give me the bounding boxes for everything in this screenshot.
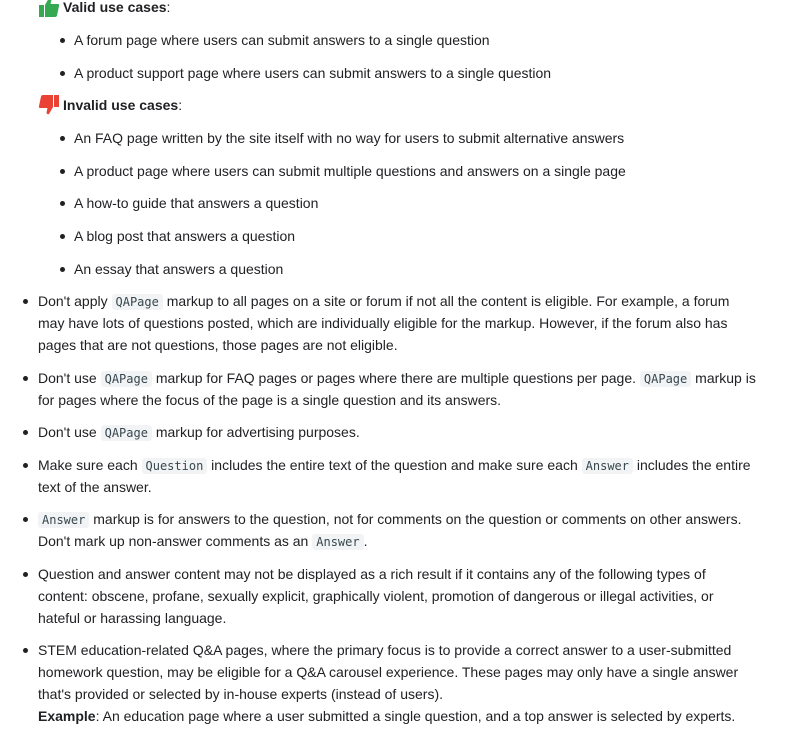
- text: markup for advertising purposes.: [151, 424, 360, 440]
- invalid-use-cases-heading: [38, 94, 182, 116]
- text: Make sure each: [38, 457, 142, 473]
- text: content: obscene, profane, sexually explicit, graphically violent, promotion of dangerous or illegal activities, or: [38, 588, 714, 604]
- example-label: Example: [38, 708, 96, 724]
- valid-use-cases-label: Valid use cases: [63, 0, 167, 15]
- list-item: An essay that answers a question: [74, 258, 784, 280]
- guideline-item: [38, 563, 786, 629]
- guideline-item: [38, 639, 786, 727]
- thumbs-down-icon: [38, 94, 60, 116]
- text: Don't use: [38, 370, 101, 386]
- text: text of the answer.: [38, 479, 152, 495]
- text: Don't use: [38, 424, 101, 440]
- code-qapage: QAPage: [101, 371, 152, 387]
- valid-colon: :: [166, 0, 171, 15]
- list-item: A forum page where users can submit answers to a single question: [74, 29, 784, 51]
- text: markup is for answers to the question, not for comments on the question or comments on other answers.: [89, 511, 742, 527]
- text: markup to all pages on a site or forum if not all the content is eligible. For example, a forum: [162, 293, 730, 309]
- guideline-item: [38, 367, 786, 411]
- text: that's provided or selected by in-house experts (instead of users).: [38, 686, 443, 702]
- text: hateful or harassing language.: [38, 610, 227, 626]
- text: .: [363, 533, 368, 549]
- list-item: A how-to guide that answers a question: [74, 192, 784, 214]
- example-text: : An education page where a user submitted a single question, and a top answer is selected by experts.: [95, 708, 736, 724]
- thumbs-up-icon: [38, 0, 60, 18]
- list-item: A product support page where users can submit answers to a single question: [74, 62, 784, 84]
- text: Don't mark up non-answer comments as an: [38, 533, 313, 549]
- code-answer: Answer: [38, 512, 89, 528]
- list-item: A product page where users can submit multiple questions and answers on a single page: [74, 160, 784, 182]
- list-item: An FAQ page written by the site itself with no way for users to submit alternative answers: [74, 127, 784, 149]
- invalid-colon: :: [178, 97, 183, 113]
- invalid-use-cases-label: Invalid use cases: [63, 97, 179, 113]
- valid-use-cases-heading: [38, 0, 170, 18]
- text: includes the entire text of the question and make sure each: [207, 457, 582, 473]
- text: pages that are not questions, those pages are not eligible.: [38, 337, 398, 353]
- guideline-item: [38, 454, 786, 498]
- text: for pages where the focus of the page is a single question and its answers.: [38, 392, 502, 408]
- code-question: Question: [142, 458, 208, 474]
- text: markup is: [691, 370, 756, 386]
- text: includes the entire: [633, 457, 751, 473]
- text: STEM education-related Q&A pages, where the primary focus is to provide a correct answer to a user-submitted: [38, 642, 732, 658]
- text: Don't apply: [38, 293, 112, 309]
- text: markup for FAQ pages or pages where there are multiple questions per page.: [151, 370, 640, 386]
- code-answer: Answer: [312, 534, 363, 550]
- guideline-item: [38, 508, 786, 552]
- guideline-item: [38, 290, 786, 356]
- code-qapage: QAPage: [112, 294, 163, 310]
- code-qapage: QAPage: [101, 425, 152, 441]
- guideline-item: [38, 421, 786, 443]
- text: Question and answer content may not be displayed as a rich result if it contains any of the following types of: [38, 566, 706, 582]
- code-answer: Answer: [582, 458, 633, 474]
- list-item: A blog post that answers a question: [74, 225, 784, 247]
- text: may have lots of questions posted, which are individually eligible for the markup. However, if the forum also has: [38, 315, 728, 331]
- code-qapage: QAPage: [640, 371, 691, 387]
- text: homework question, may be eligible for a Q&A carousel experience. These pages may only have a single answer: [38, 664, 739, 680]
